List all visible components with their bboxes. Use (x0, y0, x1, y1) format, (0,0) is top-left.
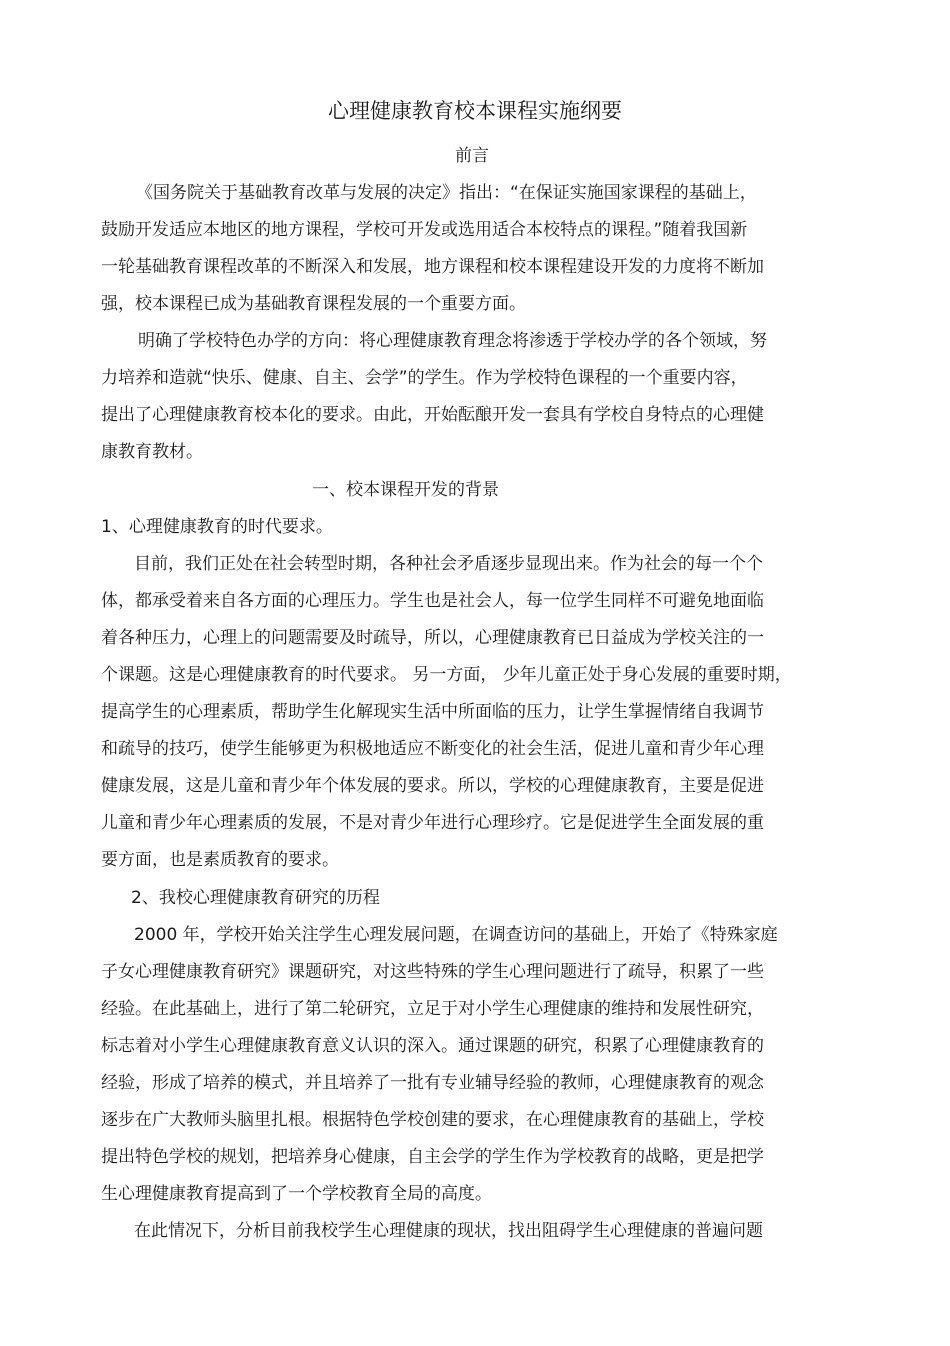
preface-heading: 前言 (455, 146, 489, 166)
sub1-para-line-9: 要方面，也是素质教育的要求。 (101, 850, 339, 870)
sub2-para-line-4: 标志着对小学生心理健康教育意义认识的深入。通过课题的研究，积累了心理健康教育的 (101, 1036, 764, 1056)
preface-p2-line-2: 力培养和造就“快乐、健康、自主、会学”的学生。作为学校特色课程的一个重要内容， (101, 368, 748, 388)
preface-p2-line-3: 提出了心理健康教育校本化的要求。由此，开始酝酿开发一套具有学校自身特点的心理健 (101, 405, 764, 425)
sub2-para-line-3: 经验。在此基础上，进行了第二轮研究，立足于对小学生心理健康的维持和发展性研究， (101, 999, 764, 1019)
preface-p1-line-2: 鼓励开发适应本地区的地方课程，学校可开发或选用适合本校特点的课程。”随着我国新 (101, 220, 748, 240)
sub2-para-line-8: 生心理健康教育提高到了一个学校教育全局的高度。 (101, 1184, 492, 1204)
sub2-para-line-1: 2000 年，学校开始关注学生心理发展问题，在调查访问的基础上，开始了《特殊家庭 (134, 925, 778, 945)
sub2-para-line-6: 逐步在广大教师头脑里扎根。根据特色学校创建的要求，在心理健康教育的基础上，学校 (101, 1110, 764, 1130)
sub1-para-line-7: 健康发展，这是儿童和青少年个体发展的要求。所以，学校的心理健康教育，主要是促进 (101, 776, 764, 796)
preface-p2-line-4: 康教育教材。 (101, 442, 203, 462)
sub2-para-line-2: 子女心理健康教育研究》课题研究，对这些特殊的学生心理问题进行了疏导，积累了一些 (101, 962, 764, 982)
preface-p1-line-1: 《国务院关于基础教育改革与发展的决定》指出：“在保证实施国家课程的基础上， (136, 183, 757, 203)
preface-p2-line-1: 明确了学校特色办学的方向：将心理健康教育理念将渗透于学校办学的各个领域，努 (138, 331, 767, 351)
sub1-para-line-2: 体，都承受着来自各方面的心理压力。学生也是社会人，每一位学生同样不可避免地面临 (101, 591, 764, 611)
sub1-para-line-1: 目前，我们正处在社会转型时期，各种社会矛盾逐步显现出来。作为社会的每一个个 (134, 554, 763, 574)
subsection-1-heading: 1、心理健康教育的时代要求。 (101, 517, 333, 537)
preface-p1-line-4: 强，校本课程已成为基础教育课程发展的一个重要方面。 (101, 294, 526, 314)
sub2-para-line-5: 经验，形成了培养的模式，并且培养了一批有专业辅导经验的教师，心理健康教育的观念 (101, 1073, 764, 1093)
sub1-para-line-4: 个课题。这是心理健康教育的时代要求。 另一方面， 少年儿童正处于身心发展的重要时期， (101, 665, 792, 685)
sub1-para-line-8: 儿童和青少年心理素质的发展，不是对青少年进行心理珍疗。它是促进学生全面发展的重 (101, 813, 764, 833)
sub1-para-line-3: 着各种压力，心理上的问题需要及时疏导，所以，心理健康教育已日益成为学校关注的一 (101, 628, 764, 648)
section-1-heading: 一、校本课程开发的背景 (312, 480, 499, 500)
last-para-line-1: 在此情况下，分析目前我校学生心理健康的现状，找出阻碍学生心理健康的普遍问题 (134, 1221, 763, 1241)
sub1-para-line-5: 提高学生的心理素质，帮助学生化解现实生活中所面临的压力，让学生掌握情绪自我调节 (101, 702, 764, 722)
document-title: 心理健康教育校本课程实施纲要 (328, 99, 622, 123)
subsection-2-heading: 2、我校心理健康教育研究的历程 (131, 888, 380, 908)
preface-p1-line-3: 一轮基础教育课程改革的不断深入和发展，地方课程和校本课程建设开发的力度将不断加 (101, 257, 764, 277)
sub1-para-line-6: 和疏导的技巧，使学生能够更为积极地适应不断变化的社会生活，促进儿童和青少年心理 (101, 739, 764, 759)
sub2-para-line-7: 提出特色学校的规划，把培养身心健康，自主会学的学生作为学校教育的战略，更是把学 (101, 1147, 764, 1167)
